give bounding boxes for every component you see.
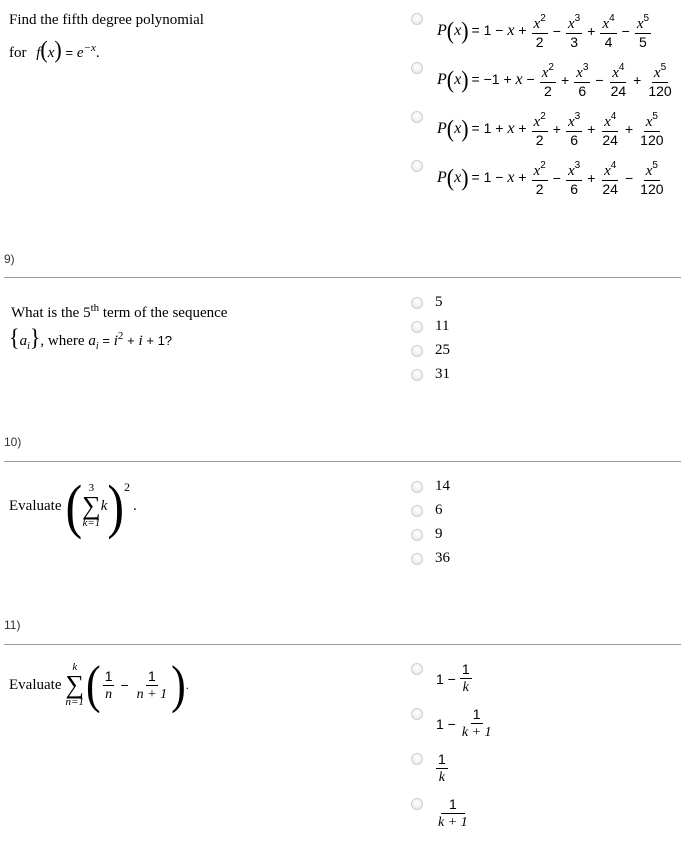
question-10-option-1[interactable]: 14 bbox=[435, 478, 450, 494]
question-11-number: 11) bbox=[4, 618, 21, 632]
question-9-prompt-line1: What is the 5th term of the sequence bbox=[11, 302, 228, 321]
question-9-prompt-line2: $\{a_i\}$, where $a_i = i^2 + i + 1$? bbox=[9, 323, 173, 352]
question-10-number: 10) bbox=[4, 435, 22, 449]
question-11-option-4[interactable]: $\frac{1}{k + 1}$ bbox=[438, 796, 468, 830]
question-8-option-1-radio[interactable] bbox=[411, 13, 423, 25]
question-9-option-3-radio[interactable] bbox=[411, 345, 423, 357]
question-11-option-1-radio[interactable] bbox=[411, 663, 423, 675]
question-9-option-2-radio[interactable] bbox=[411, 321, 423, 333]
question-10-option-3[interactable]: 9 bbox=[435, 526, 443, 542]
question-8-prompt-line1: Find the fifth degree polynomial bbox=[9, 12, 204, 28]
question-8-option-3[interactable]: P ( x ) = 1 + x + $\frac{x^2}{2}$ + $\frac{x^3}{6}$ + $\frac{x^4}{24}$ + $\frac{x^5}{120}$ bbox=[437, 108, 668, 149]
question-8-option-4[interactable]: P ( x ) = 1 − x + $\frac{x^2}{2}$ − $\frac{x^3}{6}$ + $\frac{x^4}{24}$ − $\frac{x^5}{120}$ bbox=[437, 157, 668, 198]
question-8-prompt-line2: for $f(x) = e^{-x}$. bbox=[9, 35, 100, 64]
question-9-option-4-radio[interactable] bbox=[411, 369, 423, 381]
question-9-number: 9) bbox=[4, 252, 15, 266]
question-9-option-2[interactable]: 11 bbox=[435, 318, 450, 334]
question-11-option-3-radio[interactable] bbox=[411, 753, 423, 765]
question-8-option-4-radio[interactable] bbox=[411, 160, 423, 172]
question-10-option-2-radio[interactable] bbox=[411, 505, 423, 517]
question-10-option-4-radio[interactable] bbox=[411, 553, 423, 565]
question-11-option-1[interactable]: 1 − $\frac{1}{k}$ bbox=[436, 661, 470, 695]
question-11-prompt: Evaluate k ∑ n=1 ( $\frac{1}{n}$ − $\frac{1}{n + 1}$ ) . bbox=[9, 655, 189, 714]
question-11-divider bbox=[4, 644, 681, 645]
question-10-option-2[interactable]: 6 bbox=[435, 502, 443, 518]
question-11-option-4-radio[interactable] bbox=[411, 798, 423, 810]
question-9-option-1[interactable]: 5 bbox=[435, 294, 443, 310]
question-8-option-2[interactable]: P ( x ) = −1 + x − $\frac{x^2}{2}$ + $\frac{x^3}{6}$ − $\frac{x^4}{24}$ + $\frac{x^5}{120}$ bbox=[437, 59, 676, 100]
question-11-option-2-radio[interactable] bbox=[411, 708, 423, 720]
question-10-prompt: Evaluate ( 3 ∑ k=1 k ) $^2$ . bbox=[9, 472, 137, 540]
question-8-option-3-radio[interactable] bbox=[411, 111, 423, 123]
question-10-option-4[interactable]: 36 bbox=[435, 550, 450, 566]
question-9-option-1-radio[interactable] bbox=[411, 297, 423, 309]
question-9-divider bbox=[4, 277, 681, 278]
question-10-option-3-radio[interactable] bbox=[411, 529, 423, 541]
question-11-option-2[interactable]: 1 − $\frac{1}{k + 1}$ bbox=[436, 706, 492, 740]
question-9-option-3[interactable]: 25 bbox=[435, 342, 450, 358]
question-11-option-3[interactable]: $\frac{1}{k}$ bbox=[438, 751, 446, 785]
question-8-option-1[interactable]: P ( x ) = 1 − x + $\frac{x^2}{2}$ − $\frac{x^3}{3}$ + $\frac{x^4}{4}$ − $\frac{x^5}{5}$ bbox=[437, 10, 653, 51]
question-9-option-4[interactable]: 31 bbox=[435, 366, 450, 382]
question-10-option-1-radio[interactable] bbox=[411, 481, 423, 493]
question-8-option-2-radio[interactable] bbox=[411, 62, 423, 74]
question-10-divider bbox=[4, 461, 681, 462]
